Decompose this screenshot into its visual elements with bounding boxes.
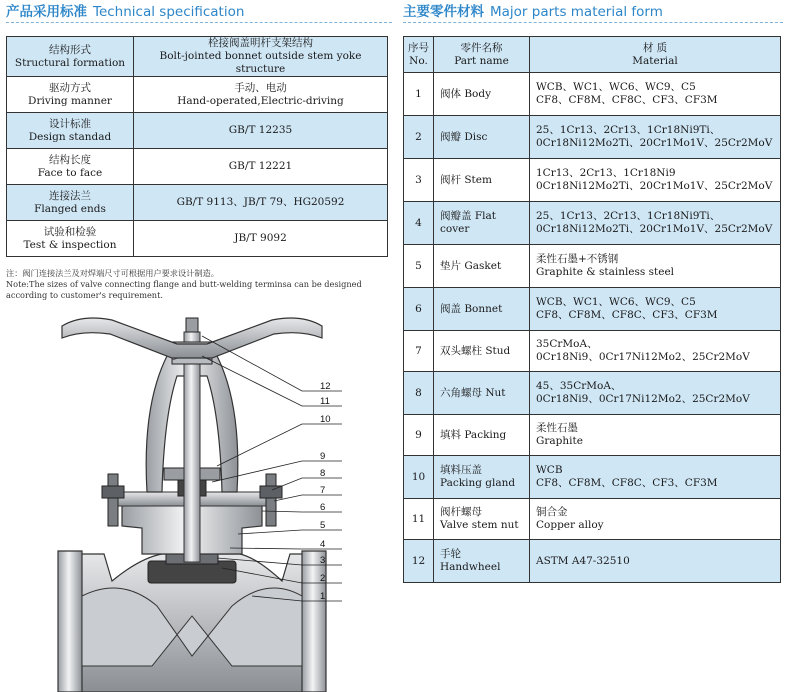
part-no: 4: [404, 202, 434, 245]
nut-left: [102, 486, 124, 498]
header-part-name: 零件名称 Part name: [434, 37, 530, 73]
parts-row: [404, 288, 781, 331]
spec-row: [7, 37, 388, 77]
technical-spec-table: [6, 36, 388, 257]
parts-row: [404, 372, 781, 415]
part-callout-label: 8: [320, 468, 326, 479]
spec-label: 结构长度 Face to face: [7, 149, 134, 185]
parts-row: [404, 499, 781, 540]
spec-value: GB/T 12235: [134, 113, 388, 149]
parts-material-table: [403, 36, 781, 583]
spec-label: 驱动方式 Driving manner: [7, 77, 134, 113]
part-name: 填料 Packing: [434, 415, 530, 456]
right-header-en: Major parts material form: [490, 4, 663, 20]
part-callout-label: 11: [320, 396, 330, 407]
part-no: 12: [404, 540, 434, 583]
part-name: 填料压盖 Packing gland: [434, 456, 530, 499]
part-callout-label: 10: [320, 414, 331, 425]
part-material: 45、35CrMoA、 0Cr18Ni9、0Cr17Ni12Mo2、25Cr2MoV: [530, 372, 781, 415]
stud-right: [266, 474, 276, 526]
spec-value: 栓接阀盖明杆支架结构 Bolt-jointed bonnet outside stem yoke structure: [134, 37, 388, 77]
parts-row: [404, 73, 781, 116]
part-no: 11: [404, 499, 434, 540]
part-no: 5: [404, 245, 434, 288]
parts-row: [404, 540, 781, 583]
header-material: 材 质 Material: [530, 37, 781, 73]
spec-value: GB/T 9113、JB/T 79、HG20592: [134, 185, 388, 221]
part-no: 7: [404, 331, 434, 372]
part-callout-label: 4: [320, 539, 326, 550]
spec-value: 手动、电动 Hand-operated,Electric-driving: [134, 77, 388, 113]
parts-row: [404, 116, 781, 159]
part-material: WCB CF8、CF8M、CF8C、CF3、CF3M: [530, 456, 781, 499]
parts-row: [404, 456, 781, 499]
note-en-1: Note:The sizes of valve connecting flange and butt-welding terminsa can be designed: [6, 279, 362, 289]
part-no: 6: [404, 288, 434, 331]
part-callout-label: 12: [320, 381, 331, 392]
parts-row: [404, 159, 781, 202]
stem: [184, 332, 200, 562]
note-en-2: according to customer's requirement.: [6, 290, 163, 300]
part-no: 8: [404, 372, 434, 415]
part-callout-label: 3: [320, 555, 326, 566]
spec-label: 结构形式 Structural formation: [7, 37, 134, 77]
spec-label: 设计标准 Design standad: [7, 113, 134, 149]
header-no: 序号 No.: [404, 37, 434, 73]
parts-row: [404, 202, 781, 245]
parts-row: [404, 415, 781, 456]
spec-row: [7, 113, 388, 149]
left-section-header: [6, 0, 392, 22]
part-name: 垫片 Gasket: [434, 245, 530, 288]
part-material: WCB、WC1、WC6、WC9、C5 CF8、CF8M、CF8C、CF3、CF3M: [530, 73, 781, 116]
stud-left: [108, 474, 118, 526]
spec-row: [7, 77, 388, 113]
part-no: 10: [404, 456, 434, 499]
leader-line: [238, 530, 342, 534]
part-material: 铜合金 Copper alloy: [530, 499, 781, 540]
part-name: 六角螺母 Nut: [434, 372, 530, 415]
leader-line: [274, 495, 342, 501]
part-callout-label: 6: [320, 502, 326, 513]
spec-row: [7, 149, 388, 185]
left-header-cn: 产品采用标准: [6, 4, 87, 20]
nut-right: [260, 486, 282, 498]
part-no: 2: [404, 116, 434, 159]
part-name: 阀盖 Bonnet: [434, 288, 530, 331]
part-material: WCB、WC1、WC6、WC9、C5 CF8、CF8M、CF8C、CF3、CF3M: [530, 288, 781, 331]
left-header-rule: [6, 22, 392, 23]
spec-row: [7, 185, 388, 221]
parts-row: [404, 245, 781, 288]
right-section-header: [403, 0, 783, 22]
part-callout-label: 2: [320, 573, 326, 584]
spec-row: [7, 221, 388, 257]
body-flange-left: [58, 551, 82, 692]
part-callout-label: 1: [320, 591, 326, 602]
part-material: 35CrMoA、 0Cr18Ni9、0Cr17Ni12Mo2、25Cr2MoV: [530, 331, 781, 372]
stem-top: [186, 318, 198, 332]
part-material: ASTM A47-32510: [530, 540, 781, 583]
part-name: 手轮 Handwheel: [434, 540, 530, 583]
note-cn: 注：阀门连接法兰及对焊端尺寸可根据用户要求设计制造。: [6, 268, 219, 278]
part-no: 1: [404, 73, 434, 116]
part-name: 阀瓣 Disc: [434, 116, 530, 159]
part-name: 双头螺柱 Stud: [434, 331, 530, 372]
part-name: 阀瓣盖 Flat cover: [434, 202, 530, 245]
spec-value: JB/T 9092: [134, 221, 388, 257]
spec-label: 试验和检验 Test & inspection: [7, 221, 134, 257]
part-material: 1Cr13、2Cr13、1Cr18Ni9 0Cr18Ni12Mo2Ti、20Cr1Mo1V、25Cr2MoV: [530, 159, 781, 202]
part-material: 柔性石墨 Graphite: [530, 415, 781, 456]
part-name: 阀体 Body: [434, 73, 530, 116]
part-no: 9: [404, 415, 434, 456]
parts-header-row: [404, 37, 781, 73]
right-header-cn: 主要零件材料: [403, 4, 484, 20]
part-callout-label: 9: [320, 451, 326, 462]
valve-section-drawing: [52, 296, 352, 692]
part-no: 3: [404, 159, 434, 202]
part-callout-label: 7: [320, 485, 326, 496]
part-material: 柔性石墨+不锈钢 Graphite & stainless steel: [530, 245, 781, 288]
spec-label: 连接法兰 Flanged ends: [7, 185, 134, 221]
part-material: 25、1Cr13、2Cr13、1Cr18Ni9Ti、 0Cr18Ni12Mo2Ti、20Cr1Mo1V、25Cr2MoV: [530, 116, 781, 159]
right-header-rule: [403, 22, 783, 23]
part-name: 阀杆螺母 Valve stem nut: [434, 499, 530, 540]
left-header-en: Technical specification: [93, 4, 245, 20]
parts-row: [404, 331, 781, 372]
part-material: 25、1Cr13、2Cr13、1Cr18Ni9Ti、 0Cr18Ni12Mo2Ti、20Cr1Mo1V、25Cr2MoV: [530, 202, 781, 245]
part-callout-label: 5: [320, 520, 326, 531]
part-name: 阀杆 Stem: [434, 159, 530, 202]
spec-value: GB/T 12221: [134, 149, 388, 185]
